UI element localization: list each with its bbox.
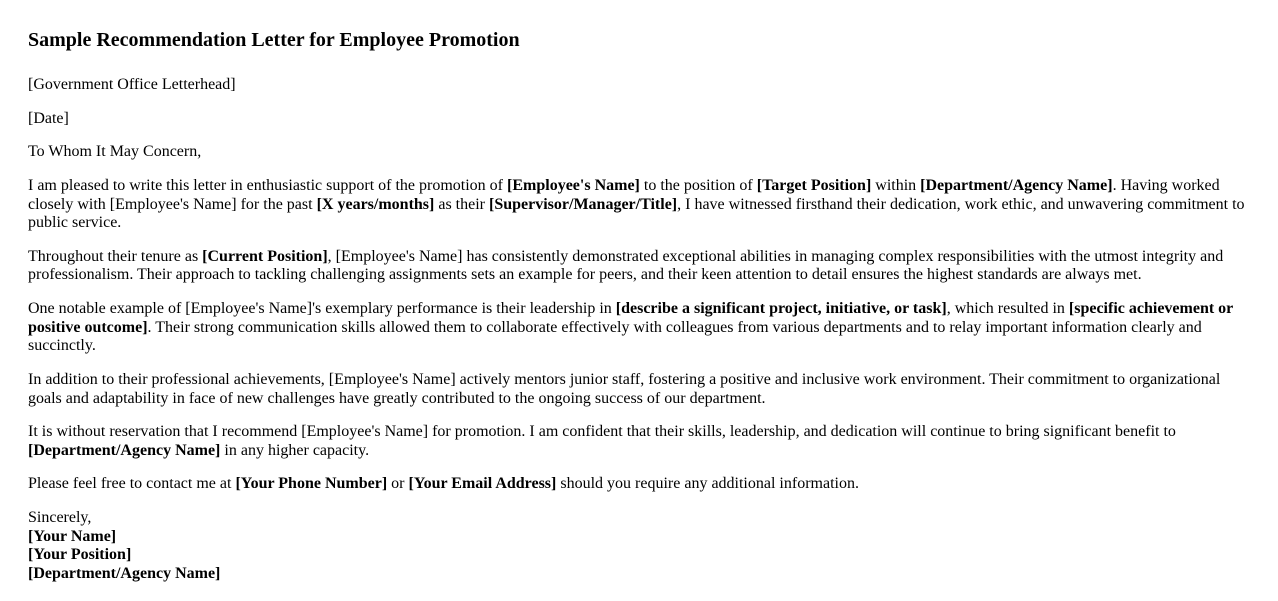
placeholder-field: [describe a significant project, initiative, or task] (615, 300, 947, 317)
placeholder-field: [Current Position] (202, 247, 328, 265)
text-segment: , which resulted in (946, 300, 1069, 317)
paragraph-mentoring (28, 371, 1248, 408)
text-segment: within (871, 176, 921, 194)
date-line (28, 110, 1248, 129)
text-segment: . Their strong communication skills allowed them to collaborate effectively with colleagues from various departments and to relay important information clearly and succinctly. (28, 318, 1202, 355)
text-segment: [Date] (28, 109, 69, 127)
paragraph-recommendation (28, 423, 1248, 460)
placeholder-field: [Target Position] (756, 176, 872, 194)
signature-block (28, 509, 1248, 584)
text-segment: to the position of (639, 176, 757, 194)
signature-placeholder-line: [Department/Agency Name] (28, 564, 221, 582)
text-segment: as their (434, 195, 489, 213)
placeholder-field: [Department/Agency Name] (920, 176, 1113, 194)
text-segment: , I have witnessed firsthand their dedication, work ethic, and unwavering commitment to public service. (28, 195, 1245, 232)
text-segment: To Whom It May Concern, (28, 143, 202, 161)
text-segment: , [Employee's Name] has consistently demonstrated exceptional abilities in managing complex responsibilities with the utmost integrity and professionalism. Their approach to tackling challenging assignments sets an example for peers, and their keen attention to detail ensures the highest standards are always met. (28, 247, 1224, 284)
text-segment: I am pleased to write this letter in enthusiastic support of the promotion of (28, 176, 508, 194)
salutation-line (28, 143, 1248, 162)
placeholder-field: [Department/Agency Name] (28, 441, 221, 459)
letterhead-line (28, 76, 1248, 95)
text-segment: It is without reservation that I recommend [Employee's Name] for promotion. I am confident that their skills, leadership, and dedication will continue to bring significant benefit to (28, 423, 1176, 441)
closing-line: Sincerely, (28, 509, 92, 526)
placeholder-field: [specific achievement or positive outcome] (28, 300, 1233, 336)
placeholder-field: [Your Phone Number] (235, 475, 388, 493)
text-segment: [Government Office Letterhead] (28, 76, 236, 93)
signature-placeholder-line: [Your Position] (28, 546, 132, 564)
placeholder-field: [X years/months] (316, 195, 435, 213)
text-segment: in any higher capacity. (220, 441, 370, 459)
placeholder-field: [Employee's Name] (507, 176, 640, 194)
signature-placeholder-line: [Your Name] (28, 527, 117, 545)
text-segment: should you require any additional information. (556, 475, 859, 493)
text-segment: Throughout their tenure as (28, 247, 203, 265)
placeholder-field: [Your Email Address] (408, 475, 557, 493)
text-segment: . Having worked closely with [Employee's Name] for the past (28, 176, 1220, 213)
placeholder-field: [Supervisor/Manager/Title] (489, 195, 678, 213)
text-segment: Please feel free to contact me at (28, 475, 236, 493)
paragraph-intro (28, 177, 1248, 233)
text-segment: or (387, 475, 409, 493)
text-segment: One notable example of [Employee's Name]'s exemplary performance is their leadership in (28, 300, 616, 317)
paragraph-tenure (28, 248, 1248, 285)
paragraph-contact (28, 475, 1248, 494)
paragraph-example (28, 300, 1248, 356)
document-title: Sample Recommendation Letter for Employee Promotion (28, 29, 520, 51)
text-segment: In addition to their professional achievements, [Employee's Name] actively mentors junior staff, fostering a positive and inclusive work environment. Their commitment to organizational goals and adaptability in face of new challenges have greatly contributed to the ongoing success of our department. (28, 370, 1221, 407)
